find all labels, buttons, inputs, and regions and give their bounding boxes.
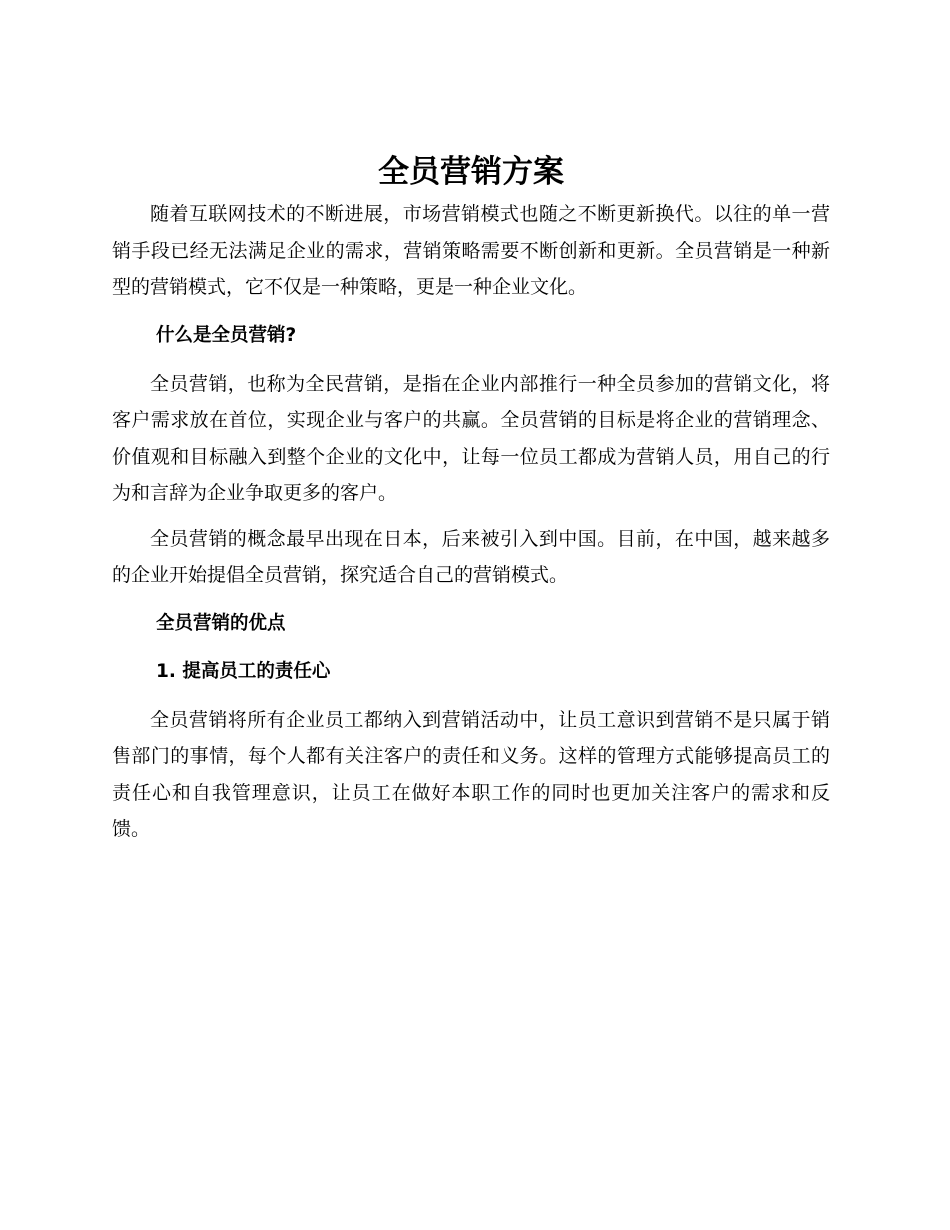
intro-paragraph: 随着互联网技术的不断进展，市场营销模式也随之不断更新换代。以往的单一营销手段已经无法满足企业的需求，营销策略需要不断创新和更新。全员营销是一种新型的营销模式，它不仅是一种策略，更是一种企业文化。 — [112, 203, 830, 298]
spacer — [112, 594, 830, 606]
section-heading-what-is: 什么是全员营销? — [156, 324, 297, 346]
section-heading-advantages: 全员营销的优点 — [156, 612, 286, 634]
document-body — [112, 148, 830, 848]
spacer — [112, 690, 830, 702]
page-title: 全员营销方案 — [378, 154, 564, 190]
spacer — [112, 642, 830, 654]
subsection-heading-responsibility: 1. 提高员工的责任心 — [156, 660, 331, 682]
body-paragraph-responsibility: 全员营销将所有企业员工都纳入到营销活动中，让员工意识到营销不是只属于销售部门的事情，每个人都有关注客户的责任和义务。这样的管理方式能够提高员工的责任心和自我管理意识，让员工在做好本职工作的同时也更加关注客户的需求和反馈。 — [112, 708, 830, 840]
body-paragraph-definition: 全员营销，也称为全民营销，是指在企业内部推行一种全员参加的营销文化，将客户需求放在首位，实现企业与客户的共赢。全员营销的目标是将企业的营销理念、价值观和目标融入到整个企业的文化中，让每一位员工都成为营销人员，用自己的行为和言辞为企业争取更多的客户。 — [112, 372, 830, 504]
spacer — [112, 306, 830, 318]
spacer — [112, 354, 830, 366]
spacer — [112, 512, 830, 521]
body-paragraph-origin: 全员营销的概念最早出现在日本，后来被引入到中国。目前，在中国，越来越多的企业开始提倡全员营销，探究适合自己的营销模式。 — [112, 527, 830, 586]
